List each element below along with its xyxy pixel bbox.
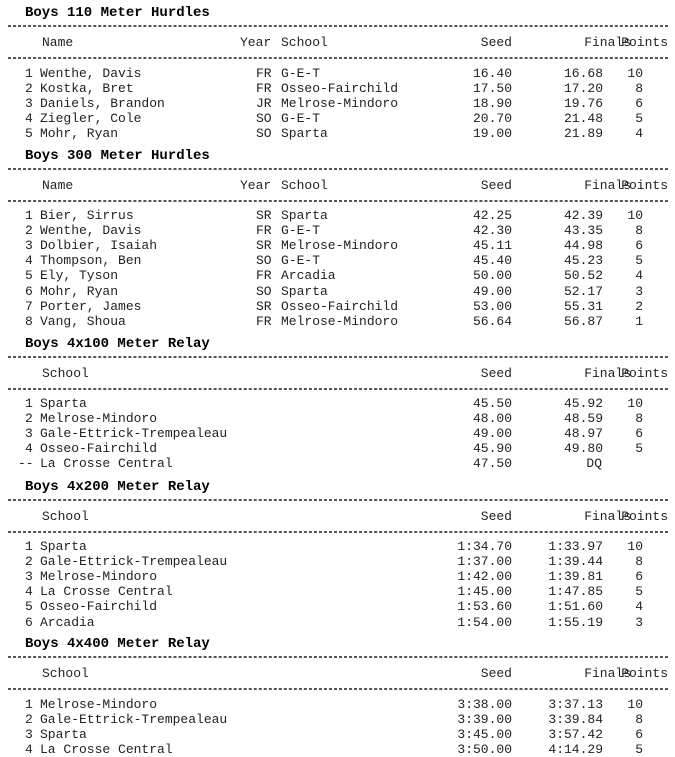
athlete-name: Porter, James bbox=[40, 298, 142, 314]
points: 6 bbox=[635, 96, 643, 112]
relay-school: Sparta bbox=[40, 539, 87, 554]
athlete-name: Mohr, Ryan bbox=[40, 126, 119, 142]
seed-time: 16.40 bbox=[472, 66, 512, 81]
athlete-year: SR bbox=[256, 298, 272, 314]
header-divider-bottom bbox=[8, 200, 668, 202]
seed-time: 48.00 bbox=[472, 411, 512, 427]
place: 6 bbox=[25, 283, 33, 299]
col-header-school: School bbox=[42, 509, 89, 524]
points: 6 bbox=[635, 238, 643, 254]
seed-time: 56.64 bbox=[472, 313, 512, 329]
result-row bbox=[0, 539, 675, 554]
points: 6 bbox=[635, 569, 643, 585]
col-header-seed: Seed bbox=[480, 666, 512, 681]
relay-school: Arcadia bbox=[40, 614, 95, 630]
points: 3 bbox=[635, 614, 643, 630]
athlete-school: G-E-T bbox=[281, 66, 321, 81]
place: 4 bbox=[25, 111, 33, 127]
points: 2 bbox=[635, 298, 643, 314]
finals-time: 21.48 bbox=[563, 111, 603, 127]
col-header-name: Name bbox=[42, 178, 74, 193]
athlete-school: Osseo-Fairchild bbox=[281, 298, 399, 314]
result-row bbox=[0, 299, 675, 314]
points: 4 bbox=[635, 126, 643, 142]
result-row bbox=[0, 396, 675, 411]
finals-time: 1:33.97 bbox=[548, 539, 603, 554]
col-header-school: School bbox=[42, 366, 89, 381]
relay-school: Melrose-Mindoro bbox=[40, 697, 158, 712]
points: 6 bbox=[635, 727, 643, 743]
col-header-name: Name bbox=[42, 35, 74, 50]
place: 2 bbox=[25, 712, 33, 728]
col-header-year: Year bbox=[240, 178, 272, 193]
place: 5 bbox=[25, 599, 33, 615]
finals-time: 17.20 bbox=[563, 81, 603, 97]
seed-time: 18.90 bbox=[472, 96, 512, 112]
col-header-finals: Finals bbox=[584, 178, 631, 193]
col-header-year: Year bbox=[240, 35, 272, 50]
finals-time: 52.17 bbox=[563, 283, 603, 299]
col-header-seed: Seed bbox=[480, 366, 512, 381]
athlete-year: SO bbox=[256, 111, 272, 127]
col-header-school: School bbox=[281, 178, 328, 193]
place: 4 bbox=[25, 253, 33, 269]
seed-time: 3:39.00 bbox=[457, 712, 512, 728]
athlete-year: SR bbox=[256, 208, 272, 223]
points: 3 bbox=[635, 283, 643, 299]
result-row bbox=[0, 314, 675, 329]
seed-time: 47.50 bbox=[472, 456, 512, 472]
place: 2 bbox=[25, 223, 33, 239]
points: 5 bbox=[635, 253, 643, 269]
place: 6 bbox=[25, 614, 33, 630]
relay-school: Melrose-Mindoro bbox=[40, 411, 158, 427]
col-header-points: Points bbox=[621, 666, 668, 681]
place: 2 bbox=[25, 554, 33, 570]
header-divider-bottom bbox=[8, 57, 668, 59]
seed-time: 49.00 bbox=[472, 283, 512, 299]
athlete-school: G-E-T bbox=[281, 223, 321, 239]
seed-time: 45.90 bbox=[472, 441, 512, 457]
athlete-year: SO bbox=[256, 126, 272, 142]
col-header-finals: Finals bbox=[584, 509, 631, 524]
seed-time: 1:53.60 bbox=[457, 599, 512, 615]
header-divider-top bbox=[8, 25, 668, 27]
finals-time: 4:14.29 bbox=[548, 742, 603, 757]
athlete-name: Vang, Shoua bbox=[40, 313, 126, 329]
finals-time: DQ bbox=[586, 456, 602, 472]
finals-time: 1:39.81 bbox=[548, 569, 603, 585]
athlete-name: Dolbier, Isaiah bbox=[40, 238, 158, 254]
points: 8 bbox=[635, 223, 643, 239]
finals-time: 3:57.42 bbox=[548, 727, 603, 743]
place: 3 bbox=[25, 727, 33, 743]
finals-time: 44.98 bbox=[563, 238, 603, 254]
header-divider-top bbox=[8, 356, 668, 358]
place: 3 bbox=[25, 96, 33, 112]
result-row bbox=[0, 268, 675, 283]
col-header-school: School bbox=[42, 666, 89, 681]
place: 2 bbox=[25, 411, 33, 427]
relay-school: Sparta bbox=[40, 396, 87, 411]
finals-time: 1:55.19 bbox=[548, 614, 603, 630]
result-row bbox=[0, 426, 675, 441]
finals-time: 56.87 bbox=[563, 313, 603, 329]
place: 3 bbox=[25, 238, 33, 254]
athlete-name: Wenthe, Davis bbox=[40, 223, 142, 239]
event-title: Boys 4x200 Meter Relay bbox=[25, 479, 210, 495]
place: 4 bbox=[25, 441, 33, 457]
finals-time: 16.68 bbox=[563, 66, 603, 81]
result-row bbox=[0, 66, 675, 81]
finals-time: 19.76 bbox=[563, 96, 603, 112]
athlete-year: SO bbox=[256, 283, 272, 299]
points: 1 bbox=[635, 313, 643, 329]
header-divider-top bbox=[8, 499, 668, 501]
result-row bbox=[0, 238, 675, 253]
seed-time: 1:34.70 bbox=[457, 539, 512, 554]
result-row bbox=[0, 441, 675, 456]
result-row bbox=[0, 253, 675, 268]
result-row bbox=[0, 284, 675, 299]
seed-time: 42.25 bbox=[472, 208, 512, 223]
relay-school: Gale-Ettrick-Trempealeau bbox=[40, 426, 228, 442]
points: 8 bbox=[635, 411, 643, 427]
result-row bbox=[0, 96, 675, 111]
athlete-school: Melrose-Mindoro bbox=[281, 313, 399, 329]
event-title: Boys 300 Meter Hurdles bbox=[25, 148, 210, 164]
points: 5 bbox=[635, 111, 643, 127]
finals-time: 48.97 bbox=[563, 426, 603, 442]
column-header-row bbox=[0, 178, 675, 193]
seed-time: 3:50.00 bbox=[457, 742, 512, 757]
finals-time: 43.35 bbox=[563, 223, 603, 239]
result-row bbox=[0, 223, 675, 238]
athlete-year: FR bbox=[256, 268, 272, 284]
finals-time: 45.92 bbox=[563, 396, 603, 411]
relay-school: Gale-Ettrick-Trempealeau bbox=[40, 712, 228, 728]
seed-time: 45.50 bbox=[472, 396, 512, 411]
col-header-points: Points bbox=[621, 366, 668, 381]
athlete-school: Arcadia bbox=[281, 268, 336, 284]
col-header-seed: Seed bbox=[480, 35, 512, 50]
col-header-seed: Seed bbox=[480, 178, 512, 193]
place: 1 bbox=[25, 208, 33, 223]
header-divider-bottom bbox=[8, 531, 668, 533]
event-title: Boys 4x100 Meter Relay bbox=[25, 336, 210, 352]
relay-school: Osseo-Fairchild bbox=[40, 441, 158, 457]
result-row bbox=[0, 599, 675, 614]
seed-time: 17.50 bbox=[472, 81, 512, 97]
athlete-school: Sparta bbox=[281, 208, 328, 223]
result-row bbox=[0, 712, 675, 727]
result-row bbox=[0, 569, 675, 584]
points: 6 bbox=[635, 426, 643, 442]
athlete-name: Wenthe, Davis bbox=[40, 66, 142, 81]
place: 3 bbox=[25, 569, 33, 585]
relay-school: Gale-Ettrick-Trempealeau bbox=[40, 554, 228, 570]
place: 4 bbox=[25, 584, 33, 600]
column-header-row bbox=[0, 366, 675, 381]
seed-time: 42.30 bbox=[472, 223, 512, 239]
points: 10 bbox=[627, 66, 643, 81]
athlete-year: SR bbox=[256, 238, 272, 254]
athlete-name: Kostka, Bret bbox=[40, 81, 134, 97]
points: 10 bbox=[627, 396, 643, 411]
place: 5 bbox=[25, 268, 33, 284]
athlete-year: FR bbox=[256, 81, 272, 97]
seed-time: 3:45.00 bbox=[457, 727, 512, 743]
col-header-finals: Finals bbox=[584, 366, 631, 381]
header-divider-bottom bbox=[8, 688, 668, 690]
column-header-row bbox=[0, 666, 675, 681]
result-row bbox=[0, 697, 675, 712]
finals-time: 3:39.84 bbox=[548, 712, 603, 728]
athlete-school: Melrose-Mindoro bbox=[281, 238, 399, 254]
place: 5 bbox=[25, 126, 33, 142]
place: 7 bbox=[25, 298, 33, 314]
finals-time: 1:39.44 bbox=[548, 554, 603, 570]
points: 8 bbox=[635, 554, 643, 570]
athlete-year: FR bbox=[256, 223, 272, 239]
athlete-year: FR bbox=[256, 313, 272, 329]
athlete-name: Ely, Tyson bbox=[40, 268, 119, 284]
header-divider-top bbox=[8, 168, 668, 170]
seed-time: 1:37.00 bbox=[457, 554, 512, 570]
col-header-points: Points bbox=[621, 35, 668, 50]
athlete-year: FR bbox=[256, 66, 272, 81]
result-row bbox=[0, 584, 675, 599]
relay-school: La Crosse Central bbox=[40, 742, 173, 757]
result-row bbox=[0, 411, 675, 426]
finals-time: 21.89 bbox=[563, 126, 603, 142]
seed-time: 50.00 bbox=[472, 268, 512, 284]
athlete-school: Sparta bbox=[281, 283, 328, 299]
event-title: Boys 110 Meter Hurdles bbox=[25, 5, 210, 21]
column-header-row bbox=[0, 509, 675, 524]
seed-time: 19.00 bbox=[472, 126, 512, 142]
column-header-row bbox=[0, 35, 675, 50]
result-row bbox=[0, 554, 675, 569]
place: -- bbox=[18, 456, 34, 472]
finals-time: 3:37.13 bbox=[548, 697, 603, 712]
result-row bbox=[0, 727, 675, 742]
seed-time: 49.00 bbox=[472, 426, 512, 442]
points: 5 bbox=[635, 441, 643, 457]
athlete-name: Ziegler, Cole bbox=[40, 111, 142, 127]
col-header-finals: Finals bbox=[584, 35, 631, 50]
place: 1 bbox=[25, 539, 33, 554]
result-row bbox=[0, 81, 675, 96]
header-divider-top bbox=[8, 656, 668, 658]
points: 5 bbox=[635, 584, 643, 600]
place: 4 bbox=[25, 742, 33, 757]
place: 2 bbox=[25, 81, 33, 97]
relay-school: La Crosse Central bbox=[40, 456, 173, 472]
place: 3 bbox=[25, 426, 33, 442]
relay-school: Melrose-Mindoro bbox=[40, 569, 158, 585]
place: 1 bbox=[25, 66, 33, 81]
athlete-school: Melrose-Mindoro bbox=[281, 96, 399, 112]
finals-time: 45.23 bbox=[563, 253, 603, 269]
result-row bbox=[0, 456, 675, 471]
points: 5 bbox=[635, 742, 643, 757]
finals-time: 49.80 bbox=[563, 441, 603, 457]
athlete-year: JR bbox=[256, 96, 272, 112]
finals-time: 50.52 bbox=[563, 268, 603, 284]
finals-time: 55.31 bbox=[563, 298, 603, 314]
points: 4 bbox=[635, 268, 643, 284]
seed-time: 20.70 bbox=[472, 111, 512, 127]
athlete-name: Daniels, Brandon bbox=[40, 96, 165, 112]
points: 10 bbox=[627, 697, 643, 712]
seed-time: 53.00 bbox=[472, 298, 512, 314]
athlete-name: Mohr, Ryan bbox=[40, 283, 119, 299]
header-divider-bottom bbox=[8, 388, 668, 390]
result-row bbox=[0, 111, 675, 126]
seed-time: 1:45.00 bbox=[457, 584, 512, 600]
athlete-school: Osseo-Fairchild bbox=[281, 81, 399, 97]
relay-school: Sparta bbox=[40, 727, 87, 743]
athlete-school: Sparta bbox=[281, 126, 328, 142]
athlete-school: G-E-T bbox=[281, 111, 321, 127]
finals-time: 1:51.60 bbox=[548, 599, 603, 615]
event-title: Boys 4x400 Meter Relay bbox=[25, 636, 210, 652]
athlete-name: Thompson, Ben bbox=[40, 253, 142, 269]
athlete-name: Bier, Sirrus bbox=[40, 208, 134, 223]
athlete-school: G-E-T bbox=[281, 253, 321, 269]
place: 8 bbox=[25, 313, 33, 329]
finals-time: 48.59 bbox=[563, 411, 603, 427]
result-row bbox=[0, 126, 675, 141]
col-header-school: School bbox=[281, 35, 328, 50]
seed-time: 3:38.00 bbox=[457, 697, 512, 712]
athlete-year: SO bbox=[256, 253, 272, 269]
col-header-seed: Seed bbox=[480, 509, 512, 524]
place: 1 bbox=[25, 697, 33, 712]
finals-time: 42.39 bbox=[563, 208, 603, 223]
points: 10 bbox=[627, 539, 643, 554]
seed-time: 1:54.00 bbox=[457, 614, 512, 630]
finals-time: 1:47.85 bbox=[548, 584, 603, 600]
points: 8 bbox=[635, 712, 643, 728]
place: 1 bbox=[25, 396, 33, 411]
seed-time: 45.11 bbox=[472, 238, 512, 254]
relay-school: La Crosse Central bbox=[40, 584, 173, 600]
col-header-finals: Finals bbox=[584, 666, 631, 681]
relay-school: Osseo-Fairchild bbox=[40, 599, 158, 615]
col-header-points: Points bbox=[621, 509, 668, 524]
points: 4 bbox=[635, 599, 643, 615]
result-row bbox=[0, 208, 675, 223]
points: 8 bbox=[635, 81, 643, 97]
result-row bbox=[0, 615, 675, 630]
col-header-points: Points bbox=[621, 178, 668, 193]
points: 10 bbox=[627, 208, 643, 223]
seed-time: 1:42.00 bbox=[457, 569, 512, 585]
seed-time: 45.40 bbox=[472, 253, 512, 269]
